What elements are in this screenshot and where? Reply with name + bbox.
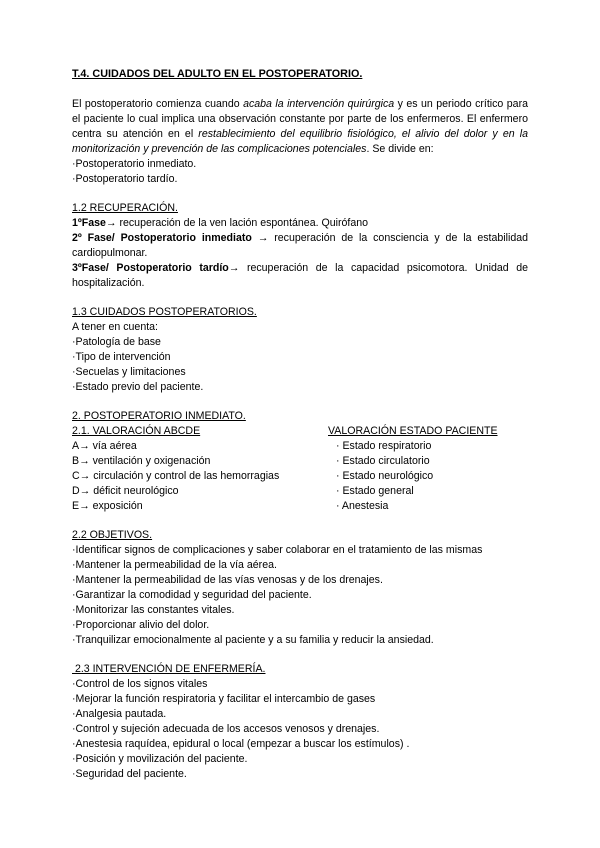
list-item: E→ exposición	[72, 500, 143, 512]
list-item: D→ déficit neurológico	[72, 485, 179, 497]
list-item: ·Garantizar la comodidad y seguridad del paciente.	[72, 589, 312, 601]
abcde-column	[72, 424, 328, 514]
list-item: C→ circulación y control de las hemorragias	[72, 470, 280, 482]
list-item: ·Mejorar la función respiratoria y facilitar el intercambio de gases	[72, 693, 376, 705]
list-item: ·Analgesia pautada.	[72, 708, 167, 720]
phase-1-text: → recuperación de la ven lación espontánea. Quirófano	[105, 217, 368, 229]
list-item: ·Postoperatorio inmediato.	[72, 158, 197, 170]
list-item: ·Seguridad del paciente.	[72, 768, 187, 780]
valoracion-columns	[72, 424, 528, 514]
document-page	[72, 68, 528, 782]
list-item: ·Secuelas y limitaciones	[72, 366, 186, 378]
cuidados-lead: A tener en cuenta:	[72, 321, 158, 333]
list-item: ·Patología de base	[72, 336, 161, 348]
phase-2-label: 2º Fase/ Postoperatorio inmediato	[72, 232, 252, 244]
list-item: ·Tipo de intervención	[72, 351, 171, 363]
page-title: T.4. CUIDADOS DEL ADULTO EN EL POSTOPERATORIO.	[72, 68, 363, 80]
section-heading-intervencion: 2.3 INTERVENCIÓN DE ENFERMERÍA.	[72, 663, 266, 675]
list-item: ·Proporcionar alivio del dolor.	[72, 619, 210, 631]
intro-italic-1: acaba la intervención quirúrgica	[243, 98, 395, 110]
phase-3-text: → recuperación de la capacidad psicomotora. Unidad de hospitalización.	[72, 262, 528, 289]
list-item: ·Control y sujeción adecuada de los accesos venosos y drenajes.	[72, 723, 380, 735]
list-item: · Estado respiratorio	[336, 440, 432, 452]
list-item: ·Posición y movilización del paciente.	[72, 753, 248, 765]
list-item: A→ vía aérea	[72, 440, 137, 452]
section-heading-objetivos: 2.2 OBJETIVOS.	[72, 529, 153, 541]
intro-italic-2: restablecimiento del equilibrio fisiológico, el alivio del dolor y en la monitorización y prevención de las complicaciones potenciales	[72, 128, 528, 155]
intro-text-3: . Se divide en:	[366, 143, 434, 155]
list-item: ·Control de los signos vitales	[72, 678, 208, 690]
estado-column	[328, 424, 528, 514]
list-item: · Estado circulatorio	[336, 455, 430, 467]
intro-text-2: y es un periodo crítico para el paciente lo cual implica una observación constante por parte de los enfermeros. El enfermero centra su atención en el	[72, 98, 528, 140]
list-item: · Estado neurológico	[336, 470, 434, 482]
list-item: ·Tranquilizar emocionalmente al paciente y a su familia y reducir la ansiedad.	[72, 634, 434, 646]
estado-heading: VALORACIÓN ESTADO PACIENTE	[328, 425, 498, 437]
list-item: · Estado general	[336, 485, 414, 497]
list-item: · Anestesia	[336, 500, 389, 512]
intro-paragraph	[72, 97, 528, 157]
list-item: ·Postoperatorio tardío.	[72, 173, 178, 185]
list-item: ·Mantener la permeabilidad de las vías venosas y de los drenajes.	[72, 574, 383, 586]
list-item: ·Identificar signos de complicaciones y saber colaborar en el tratamiento de las mismas	[72, 544, 483, 556]
list-item: B→ ventilación y oxigenación	[72, 455, 211, 467]
section-heading-cuidados: 1.3 CUIDADOS POSTOPERATORIOS.	[72, 306, 257, 318]
phase-3-label: 3ºFase/ Postoperatorio tardío	[72, 262, 229, 274]
list-item: ·Anestesia raquídea, epidural o local (empezar a buscar los estímulos) .	[72, 738, 410, 750]
abcde-heading: 2.1. VALORACIÓN ABCDE	[72, 425, 201, 437]
phase-1	[72, 216, 528, 231]
section-heading-recuperacion: 1.2 RECUPERACIÓN.	[72, 202, 178, 214]
list-item: ·Monitorizar las constantes vitales.	[72, 604, 235, 616]
phase-2	[72, 231, 528, 261]
phase-2-text: → recuperación de la consciencia y de la estabilidad cardiopulmonar.	[72, 232, 528, 259]
list-item: ·Estado previo del paciente.	[72, 381, 204, 393]
phase-3	[72, 261, 528, 291]
section-heading-inmediato: 2. POSTOPERATORIO INMEDIATO.	[72, 410, 246, 422]
phase-1-label: 1ºFase	[72, 217, 106, 229]
intro-text-1: El postoperatorio comienza cuando	[72, 98, 244, 110]
list-item: ·Mantener la permeabilidad de la vía aérea.	[72, 559, 277, 571]
